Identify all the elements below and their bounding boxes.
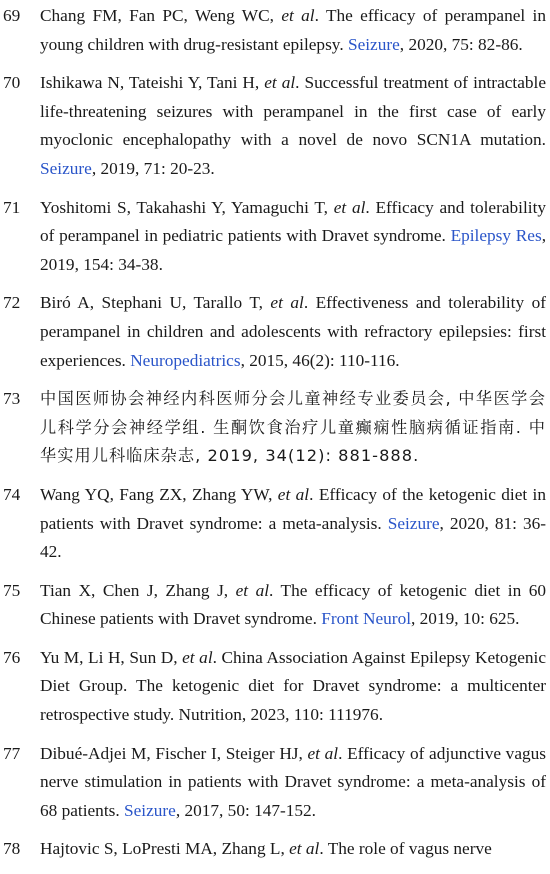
et-al: et al	[264, 73, 296, 93]
et-al: et al	[270, 293, 304, 313]
journal-link[interactable]: Epilepsy Res	[450, 226, 542, 246]
reference-text	[40, 194, 546, 280]
journal-link[interactable]: Neuropediatrics	[130, 350, 241, 370]
reference-text	[40, 740, 546, 826]
reference-item-70	[0, 69, 550, 183]
reference-title: . Efficacy of adjunctive vagus nerve stimulation in patients with Dravet syndrome: a meta-analysis of 68 patients.	[40, 743, 547, 820]
journal-link[interactable]: Seizure	[387, 513, 440, 533]
reference-citation: , 2017, 50: 147-152.	[175, 800, 316, 820]
reference-list	[0, 2, 550, 874]
reference-number: 71	[3, 197, 21, 217]
reference-authors: Hajtovic S, LoPresti MA, Zhang L,	[40, 839, 290, 859]
reference-number: 73	[3, 389, 21, 409]
journal-link[interactable]: Seizure	[347, 34, 400, 54]
reference-item-71	[0, 194, 550, 280]
journal-link[interactable]: Front Neurol	[321, 609, 412, 629]
et-al: et al	[333, 197, 366, 217]
reference-title: . The efficacy of perampanel in young children with drug-resistant epilepsy.	[40, 6, 546, 54]
reference-text	[40, 577, 546, 634]
journal-link[interactable]: Seizure	[124, 800, 176, 820]
et-al: et al	[182, 647, 213, 667]
reference-title: . Successful treatment of intractable life-threatening seizures with perampanel in the first case of early myoclonic encephalopathy with a novel de novo SCN1A mutation.	[40, 73, 546, 150]
reference-title: . Effectiveness and tolerability of perampanel in children and adolescents with refractory epilepsies: first experiences.	[40, 293, 547, 370]
reference-item-77	[0, 740, 550, 826]
et-al: et al	[307, 743, 339, 763]
reference-citation: , 2019, 10: 625.	[411, 609, 520, 629]
reference-text	[40, 289, 546, 375]
reference-title: . The efficacy of ketogenic diet in 60 Chinese patients with Dravet syndrome.	[40, 580, 546, 629]
reference-authors: Tian X, Chen J, Zhang J,	[40, 580, 236, 600]
et-al: et al	[277, 484, 310, 504]
reference-item-78	[0, 835, 550, 864]
reference-authors: Yu M, Li H, Sun D,	[40, 647, 183, 667]
reference-text	[40, 69, 546, 183]
reference-title: . Efficacy and tolerability of perampanel in pediatric patients with Dravet syndrome.	[40, 197, 547, 246]
reference-text	[40, 644, 546, 730]
reference-title: . The role of vagus nerve	[319, 839, 492, 859]
reference-item-76	[0, 644, 550, 730]
journal-link[interactable]: Seizure	[40, 158, 92, 178]
reference-text-chinese: 中国医师协会神经内科医师分会儿童神经专业委员会, 中华医学会儿科学分会神经学组. 生酮饮食治疗儿童癫痫性脑病循证指南. 中华实用儿科临床杂志, 2019, 34(12): 881-888.	[40, 389, 546, 466]
reference-authors: Dibué-Adjei M, Fischer I, Steiger HJ,	[40, 743, 308, 763]
reference-number: 72	[3, 293, 21, 313]
reference-number: 74	[3, 484, 21, 504]
reference-item-72	[0, 289, 550, 375]
reference-authors: Chang FM, Fan PC, Weng WC,	[40, 6, 282, 25]
reference-citation: , 2020, 81: 36-42.	[40, 513, 546, 562]
et-al: et al	[281, 6, 315, 25]
reference-title: . Efficacy of the ketogenic diet in patients with Dravet syndrome: a meta-analysis.	[40, 484, 547, 533]
reference-item-75	[0, 577, 550, 634]
reference-number: 75	[3, 580, 21, 600]
reference-citation: , 2019, 154: 34-38.	[40, 226, 547, 274]
reference-item-69	[0, 2, 550, 59]
reference-authors: Yoshitomi S, Takahashi Y, Yamaguchi T,	[40, 197, 334, 217]
et-al: et al	[235, 580, 270, 600]
reference-number: 77	[3, 743, 21, 763]
reference-item-74	[0, 481, 550, 567]
reference-citation: , 2015, 46(2): 110-116.	[240, 350, 400, 370]
reference-citation: , 2019, 71: 20-23.	[91, 158, 215, 178]
reference-text	[40, 835, 546, 864]
reference-title: . China Association Against Epilepsy Ketogenic Diet Group. The ketogenic diet for Dravet syndrome: a multicenter retrospective study. Nutrition, 2023, 110: 111976.	[40, 647, 546, 725]
reference-text	[40, 2, 546, 59]
reference-citation: , 2020, 75: 82-86.	[399, 34, 523, 54]
reference-authors: Ishikawa N, Tateishi Y, Tani H,	[40, 73, 265, 93]
reference-number: 78	[3, 839, 21, 859]
et-al: et al	[289, 839, 320, 859]
reference-authors: Wang YQ, Fang ZX, Zhang YW,	[40, 484, 278, 504]
reference-item-73	[0, 385, 550, 471]
reference-number: 76	[3, 647, 21, 667]
reference-number: 70	[3, 73, 21, 93]
reference-authors: Biró A, Stephani U, Tarallo T,	[40, 293, 271, 313]
reference-text	[40, 481, 546, 567]
reference-number: 69	[3, 6, 21, 25]
